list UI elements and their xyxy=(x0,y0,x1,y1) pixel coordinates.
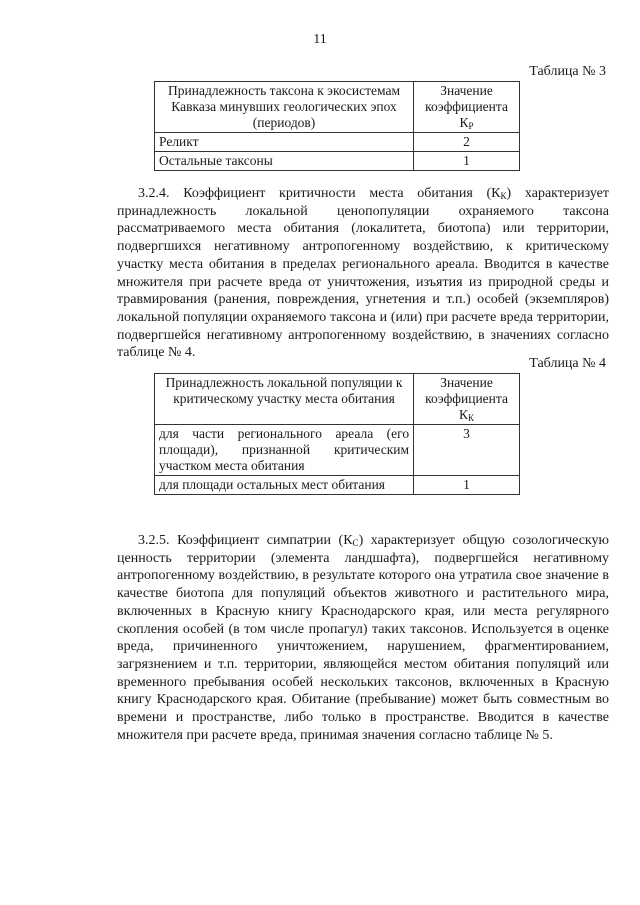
para-325-body: ) характеризует общую созологическую ценность территории (элемента ландшафта), подвергшейся негативному антропогенному воздействию, в результате которого она утратила свое значение в качестве биотопа для популяций объектов животного и растительного мира, включенных в Красную книгу Краснодарского края, или места регулярного скопления особей (в том числе пропагул) таких таксонов. Используется в оценке вреда, причиненного уничтожением, нарушением, фрагментированием, загрязнением и т.п. территории, являющейся местом обитания популяций или временного пребывания особей нескольких таксонов, включенных в Красную книгу Краснодарского края. Обитание (пребывание) может быть совместным во времени и пространстве, либо только в пространстве. Вводится в качестве множителя при расчете вреда, принимая значения согласно таблице № 5. xyxy=(117,533,609,743)
table3-caption: Таблица № 3 xyxy=(529,64,606,79)
table3-header-symbol-sub: Р xyxy=(468,121,474,131)
paragraph-3-2-5 xyxy=(117,532,609,744)
table3-row-value: 1 xyxy=(414,152,520,171)
table4-row-label: для части регионального ареала (его площади), признанной критическим участком места обитания xyxy=(155,425,414,476)
table3-row-label: Остальные таксоны xyxy=(155,152,414,171)
table3 xyxy=(154,81,520,171)
table3-header-symbol: К xyxy=(459,115,469,130)
table4-row-value: 3 xyxy=(414,425,520,476)
para-325-symbol-sub: С xyxy=(352,538,359,548)
table3-header-taxon: Принадлежность таксона к экосистемам Кавказа минувших геологических эпох (периодов) xyxy=(155,82,414,133)
table3-header-row xyxy=(155,82,520,133)
table-row xyxy=(155,476,520,495)
table4-header-coefficient-label: Значение коэффициента xyxy=(425,375,508,406)
table4-caption: Таблица № 4 xyxy=(529,356,606,371)
table3-header-coefficient xyxy=(414,82,520,133)
table-row xyxy=(155,152,520,171)
table4-header-coefficient xyxy=(414,374,520,425)
table3-row-label: Реликт xyxy=(155,133,414,152)
table4-row-label: для площади остальных мест обитания xyxy=(155,476,414,495)
paragraph-3-2-4 xyxy=(117,185,609,362)
para-324-symbol-sub: К xyxy=(500,191,507,201)
table4-header-row xyxy=(155,374,520,425)
page-number: 11 xyxy=(313,32,327,47)
table4-header-population: Принадлежность локальной популяции к критическому участку места обитания xyxy=(155,374,414,425)
table-row xyxy=(155,425,520,476)
table-row xyxy=(155,133,520,152)
table4 xyxy=(154,373,520,495)
para-324-body: ) характеризует принадлежность локальной ценопопуляции охраняемого таксона рассматриваемого места обитания (локалитета, биотопа) или территории, подвергшихся негативному антропогенному воздействию, к критическому участку места обитания в пределах регионального ареала. Вводится в качестве множителя при расчете вреда от уничтожения, изъятия из природной среды и травмирования (ранения, повреждения, угнетения и т.п.) особей (экземпляров) локальной популяции охраняемого таксона и (или) при расчете вреда территории, подвергшейся негативному антропогенному воздействию, в значениях согласно таблице № 4. xyxy=(117,186,610,361)
para-324-intro: 3.2.4. Коэффициент критичности места обитания (К xyxy=(138,186,501,201)
table3-header-coefficient-label: Значение коэффициента xyxy=(425,83,508,114)
para-325-intro: 3.2.5. Коэффициент симпатрии (К xyxy=(138,533,353,548)
table4-header-symbol-sub: К xyxy=(468,413,475,423)
table3-row-value: 2 xyxy=(414,133,520,152)
table4-header-symbol: К xyxy=(459,407,469,422)
table4-row-value: 1 xyxy=(414,476,520,495)
